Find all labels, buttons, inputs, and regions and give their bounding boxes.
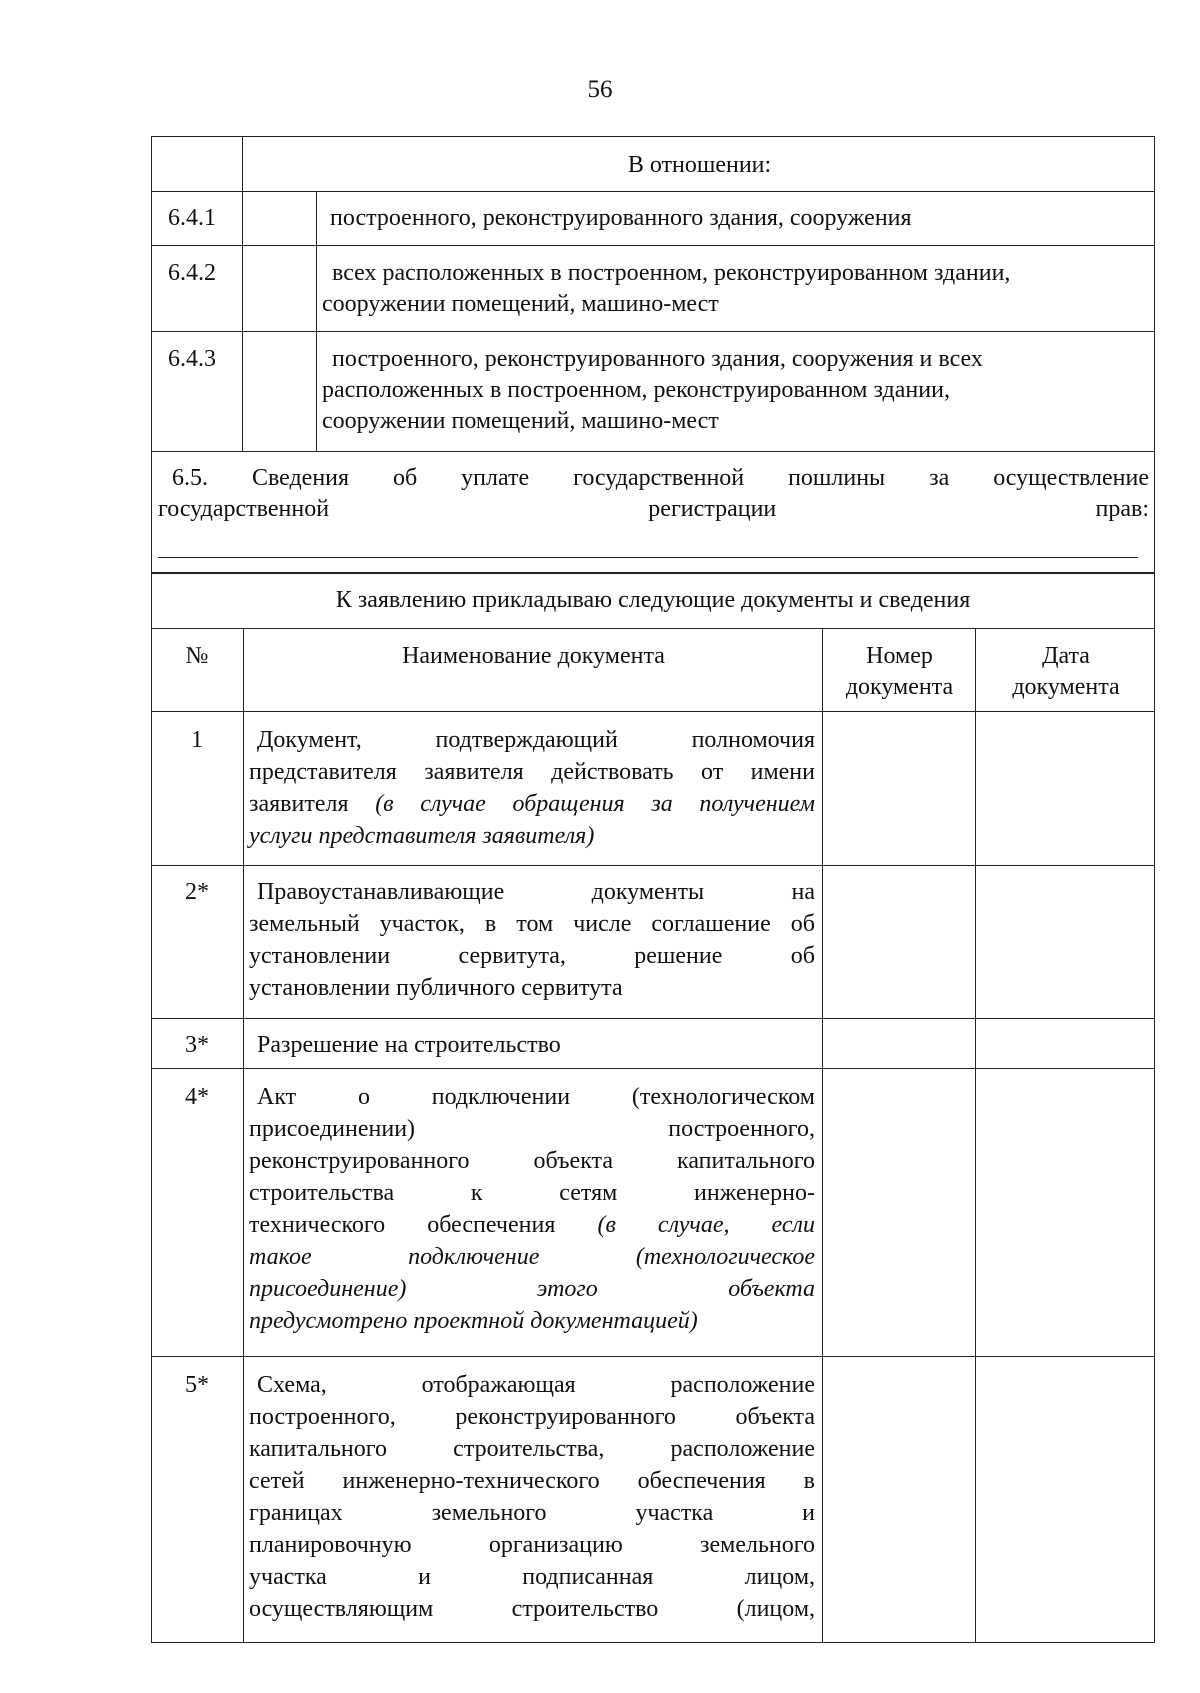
doc-row-4-line5 [249,1210,815,1241]
doc-row-2-line3: установлении сервитута, решение об [249,943,815,969]
doc-row-1-line3-italic: (в случае обращения за получением [375,791,815,817]
row-num-6-4-1: 6.4.1 [168,205,216,231]
doc-row-5-line7: участка и подписанная лицом, [249,1564,815,1590]
doc-row-4-line3: реконструированного объекта капитального [249,1148,815,1174]
doc-row-5-line6: планировочную организацию земельного [249,1532,815,1558]
row-text-6-4-2-line2: сооружении помещений, машино-мест [322,291,719,317]
doc-row-4-line7: присоединение) этого объекта [249,1276,815,1302]
col-header-date-line1: Дата [1042,643,1090,669]
doc-row-5-line1: Схема, отображающая расположение [257,1372,815,1398]
doc-row-4-line4: строительства к сетям инженерно- [249,1180,815,1206]
doc-row-4-line1: Акт о подключении (технологическом [257,1084,815,1110]
section-64-header: В отношении: [627,152,772,178]
doc-row-5-line8: осуществляющим строительство (лицом, [249,1596,815,1622]
doc-row-5-line4: сетей инженерно-технического обеспечения в [249,1468,815,1494]
doc-row-5-line5: границах земельного участка и [249,1500,815,1526]
page-number: 56 [587,76,613,103]
doc-row-5-line2: построенного, реконструированного объекта [249,1404,815,1430]
row-text-6-4-3-line2: расположенных в построенном, реконструированном здании, [322,377,950,403]
doc-row-1-line2: представителя заявителя действовать от имени [249,759,815,785]
doc-row-2-line1: Правоустанавливающие документы на [257,879,815,905]
doc-row-1-line1: Документ, подтверждающий полномочия [257,727,815,753]
doc-row-num-3: 3* [185,1032,209,1058]
doc-row-4-line6: такое подключение (технологическое [249,1244,815,1270]
doc-row-1-line3 [249,789,815,820]
doc-row-2-line4: установлении публичного сервитута [249,975,623,1001]
doc-row-4-line5-italic: (в случае, если [597,1212,815,1238]
col-header-name: Наименование документа [402,643,665,669]
row-text-6-4-2-line1: всех расположенных в построенном, реконструированном здании, [332,260,1011,286]
doc-row-num-5: 5* [185,1372,209,1398]
doc-row-1-line4: услуги представителя заявителя) [249,823,595,849]
doc-row-3-line1: Разрешение на строительство [257,1032,561,1058]
col-header-num: № [185,643,209,669]
doc-row-5-line3: капитального строительства, расположение [249,1436,815,1462]
col-header-number-line2: документа [845,674,954,700]
doc-row-1-line3-plain: заявителя [249,791,376,817]
doc-row-num-1: 1 [191,727,203,753]
section-65-line1: 6.5. Сведения об уплате государственной пошлины за осуществление [172,465,1149,491]
row-text-6-4-3-line1: построенного, реконструированного здания, сооружения и всех [332,346,983,372]
doc-row-2-line2: земельный участок, в том числе соглашение об [249,911,815,937]
section-65-line2: государственной регистрации прав: [158,496,1149,522]
doc-row-num-4: 4* [185,1084,209,1110]
doc-row-4-line2: присоединении) построенного, [249,1116,815,1142]
documents-title: К заявлению прикладываю следующие документы и сведения [335,587,971,613]
col-header-number-line1: Номер [866,643,933,669]
row-num-6-4-2: 6.4.2 [168,260,216,286]
doc-row-num-2: 2* [185,879,209,905]
row-text-6-4-3-line3: сооружении помещений, машино-мест [322,408,719,434]
fill-in-line[interactable] [158,557,1138,558]
row-text-6-4-1: построенного, реконструированного здания, сооружения [330,205,912,231]
col-header-date-line2: документа [1012,674,1120,700]
doc-row-4-line5-plain: технического обеспечения [249,1212,598,1238]
row-num-6-4-3: 6.4.3 [168,346,216,372]
doc-row-4-line8: предусмотрено проектной документацией) [249,1308,698,1334]
